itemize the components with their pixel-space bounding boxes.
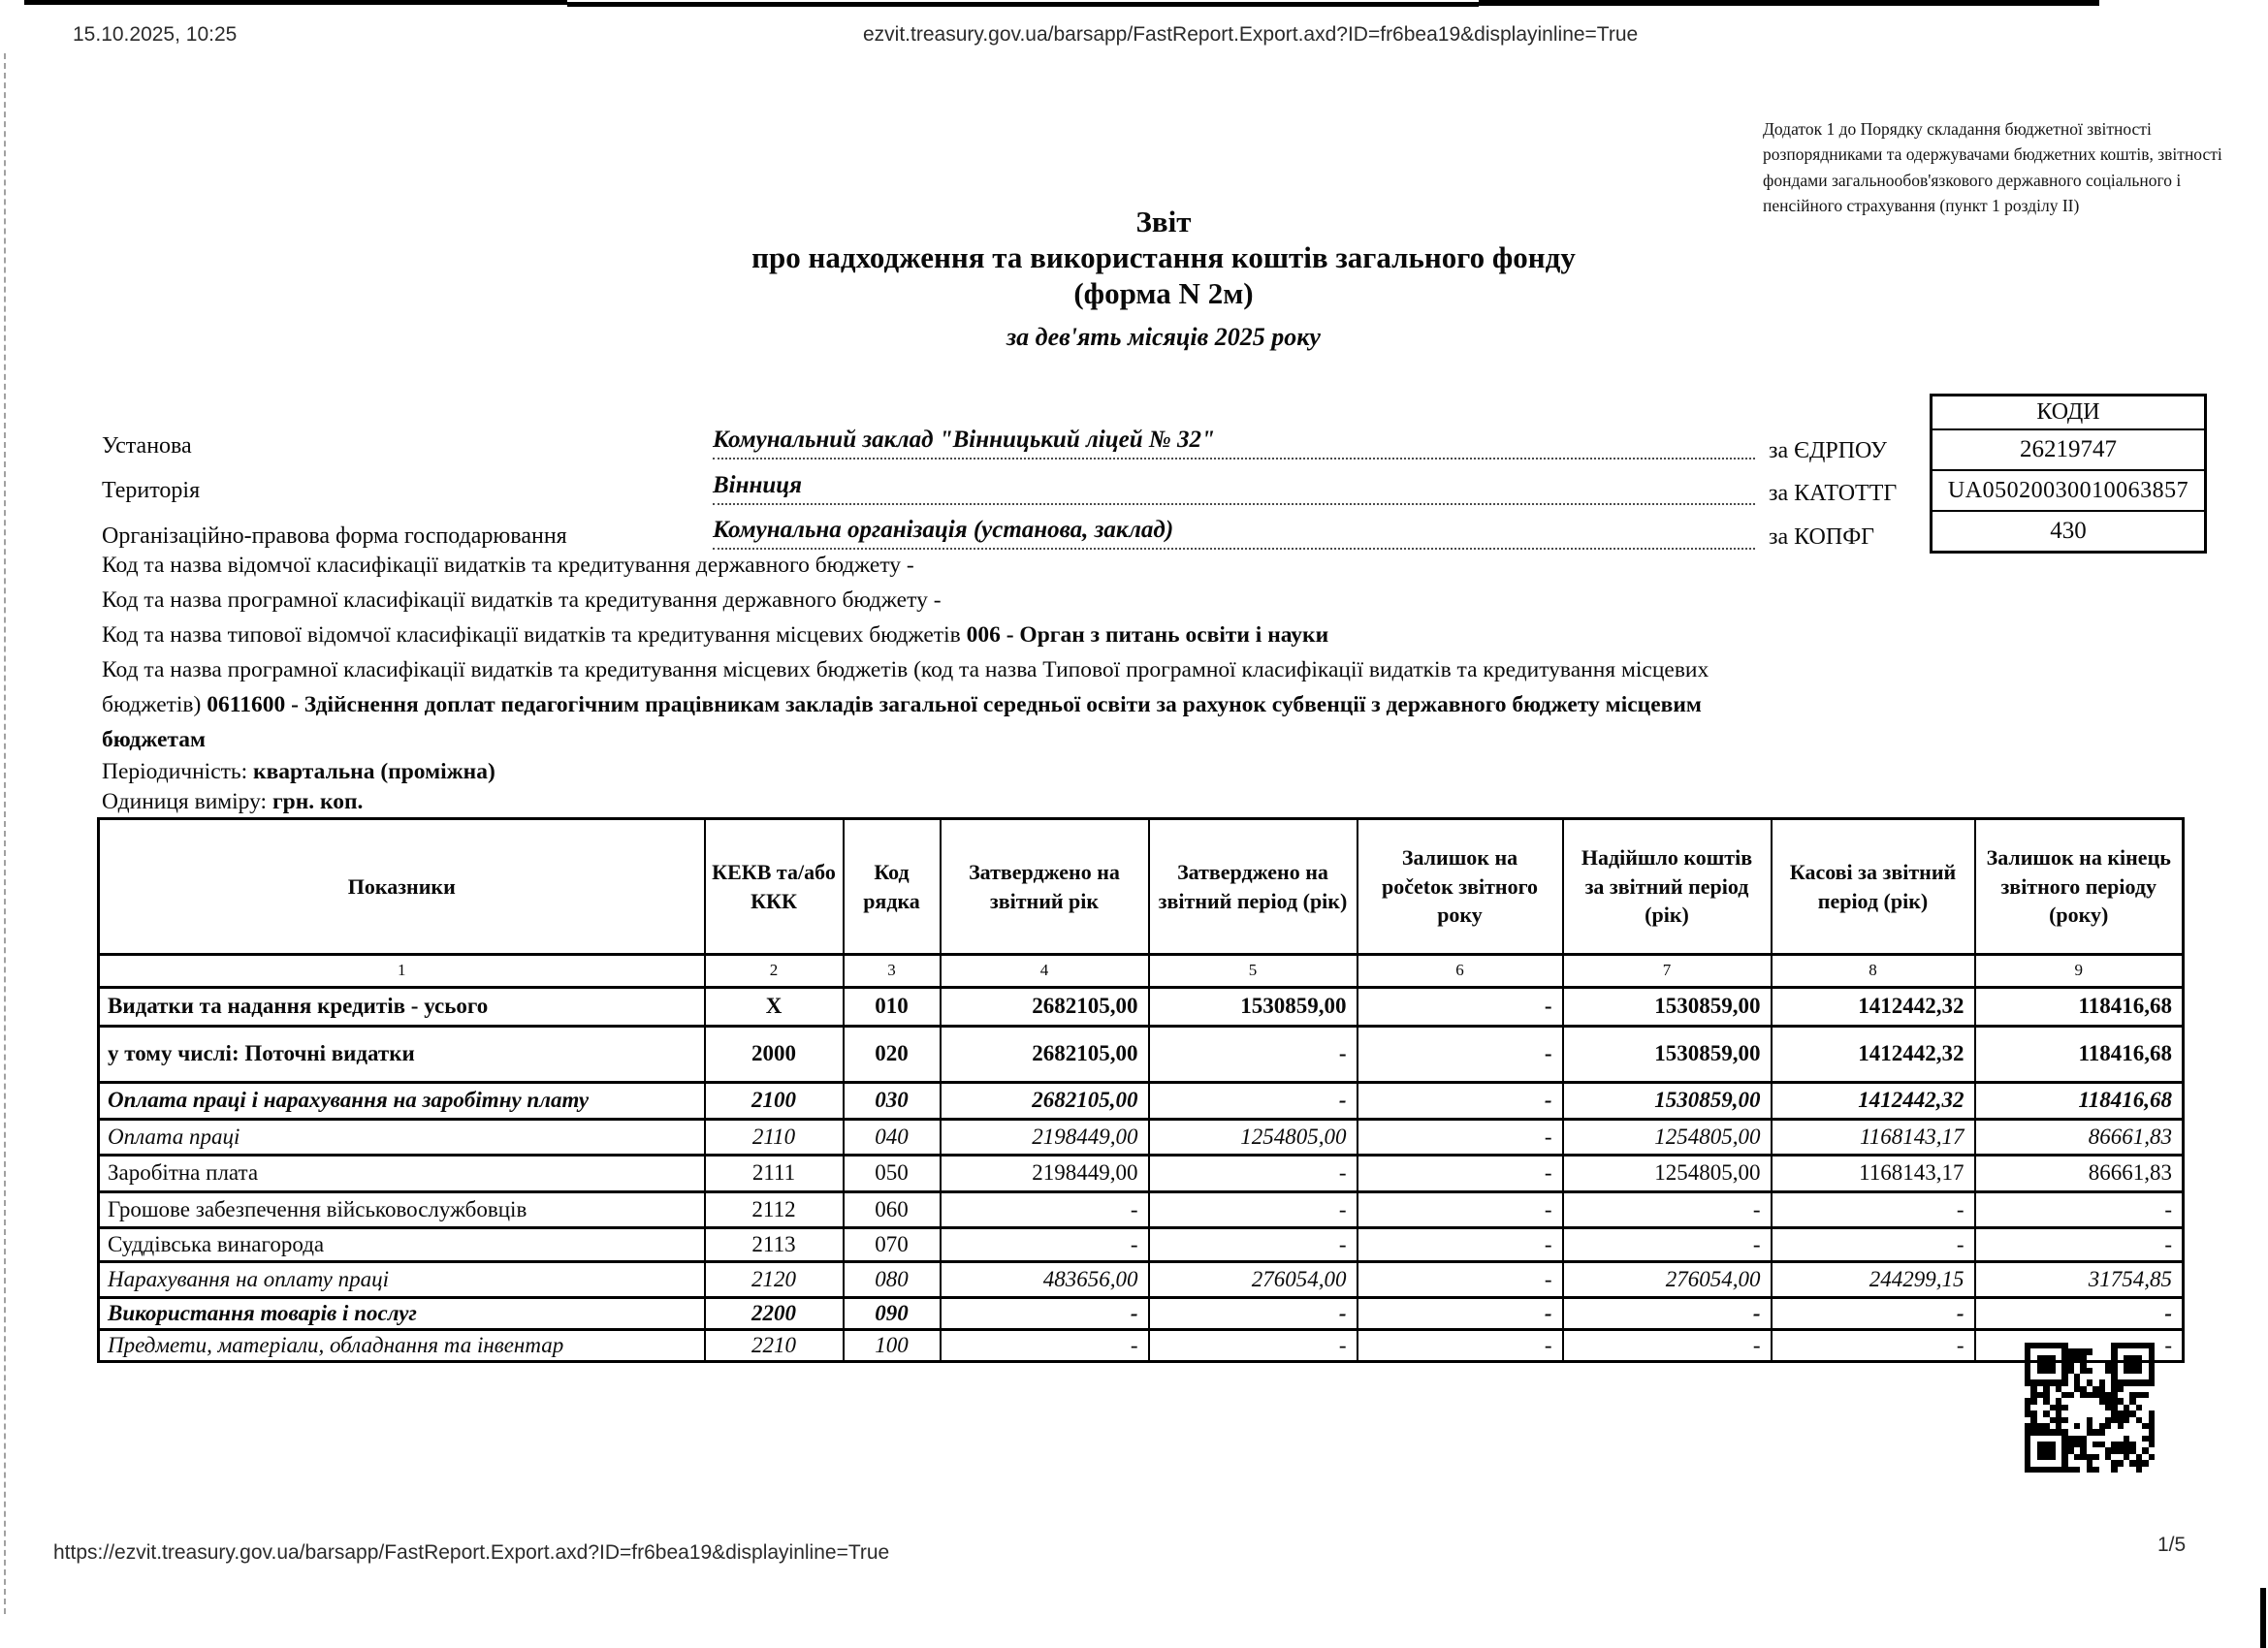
code-label-kopfg: за КОПФГ (1769, 524, 1875, 550)
indicator-cell: Оплата праці і нарахування на заробітну плату (99, 1082, 705, 1119)
value-cell: - (1358, 1297, 1563, 1329)
value-cell: - (1358, 1119, 1563, 1155)
value-cell: - (1772, 1227, 1975, 1261)
value-cell: 2112 (705, 1191, 844, 1227)
header-approved-year: Затверджено на звітний рік (941, 819, 1149, 955)
indicator-cell: Використання товарів і послуг (99, 1297, 705, 1329)
value-cell: - (1149, 1026, 1358, 1082)
indicator-cell: Предмети, матеріали, обладнання та інвентар (99, 1329, 705, 1361)
value-cell: 1530859,00 (1149, 987, 1358, 1026)
table-header-row (99, 819, 2184, 955)
classification-line-4 (102, 652, 1741, 757)
code-edrpou: 26219747 (1933, 428, 2204, 469)
value-cell: 020 (844, 1026, 941, 1082)
value-cell: 1254805,00 (1563, 1119, 1772, 1155)
value-cell: - (1563, 1297, 1772, 1329)
value-cell: 86661,83 (1975, 1119, 2184, 1155)
value-cell: - (1975, 1227, 2184, 1261)
value-cell: - (1149, 1227, 1358, 1261)
value-cell: 2113 (705, 1227, 844, 1261)
value-cell: - (1149, 1329, 1358, 1361)
value-cell: - (941, 1227, 1149, 1261)
periodicity-label: Періодичність: (102, 759, 254, 784)
col-num: 8 (1772, 955, 1975, 988)
value-cell: 2682105,00 (941, 1082, 1149, 1119)
classification-line-4-text: Код та назва програмної класифікації видатків та кредитування місцевих бюджетів (код та назва Типової програмної класифікації видатків та кредитування місцевих бюджетів) (102, 657, 1709, 717)
classification-line-3 (102, 618, 1741, 652)
value-cell: 2100 (705, 1082, 844, 1119)
value-cell: 090 (844, 1297, 941, 1329)
report-title-line2: про надходження та використання коштів загального фонду (751, 240, 1576, 274)
indicator-cell: Грошове забезпечення військовослужбовців (99, 1191, 705, 1227)
value-cell: - (1358, 1329, 1563, 1361)
indicator-cell: Видатки та надання кредитів - усього (99, 987, 705, 1026)
scan-artifact-right (2260, 1588, 2266, 1648)
print-url-footer: https://ezvit.treasury.gov.ua/barsapp/FastReport.Export.axd?ID=fr6bea19&displayinline=True (53, 1541, 890, 1564)
indicator-cell: Заробітна плата (99, 1155, 705, 1191)
value-cell: 1530859,00 (1563, 1026, 1772, 1082)
value-cell: 070 (844, 1227, 941, 1261)
unit-label: Одиниця виміру: (102, 789, 272, 814)
unit-line (102, 784, 1741, 819)
classification-line-4-code: 0611600 - Здійснення доплат педагогічним працівникам закладів загальної середньої освіти за рахунок субвенції з державного бюджету місцевим бюджетам (102, 692, 1702, 752)
codes-header: КОДИ (2036, 399, 2100, 425)
indicator-cell: Оплата праці (99, 1119, 705, 1155)
col-num: 5 (1149, 955, 1358, 988)
report-title-block (407, 204, 1920, 352)
value-cell: - (1358, 1191, 1563, 1227)
col-num: 1 (99, 955, 705, 988)
col-num: 6 (1358, 955, 1563, 988)
report-table (97, 817, 2185, 1363)
value-cell: - (1149, 1082, 1358, 1119)
table-row (99, 1297, 2184, 1329)
table-row (99, 1227, 2184, 1261)
value-cell: - (1358, 987, 1563, 1026)
code-label-katottg: за КАТОТТГ (1769, 481, 1898, 506)
value-cell: 1530859,00 (1563, 1082, 1772, 1119)
value-cell: 080 (844, 1261, 941, 1297)
column-number-row (99, 955, 2184, 988)
value-cell: 276054,00 (1149, 1261, 1358, 1297)
print-datetime: 15.10.2025, 10:25 (73, 23, 238, 46)
value-cell: - (941, 1329, 1149, 1361)
print-url-header: ezvit.treasury.gov.ua/barsapp/FastReport.Export.axd?ID=fr6bea19&displayinline=True (863, 23, 1639, 46)
table-row (99, 987, 2184, 1026)
value-cell: 1530859,00 (1563, 987, 1772, 1026)
value-cell: 1254805,00 (1563, 1155, 1772, 1191)
classification-line-1: Код та назва відомчої класифікації видатків та кредитування державного бюджету - (102, 553, 914, 578)
code-label-edrpou: за ЄДРПОУ (1769, 438, 1888, 463)
value-cell: 1168143,17 (1772, 1155, 1975, 1191)
col-num: 2 (705, 955, 844, 988)
classification-line-3-code: 006 - Орган з питань освіти і науки (966, 622, 1329, 648)
value-cell: 1168143,17 (1772, 1119, 1975, 1155)
value-cell: 1412442,32 (1772, 1026, 1975, 1082)
value-cell: 118416,68 (1975, 1026, 2184, 1082)
classification-line-2: Код та назва програмної класифікації видатків та кредитування державного бюджету - (102, 587, 942, 613)
org-value-ustanova: Комунальний заклад "Вінницький ліцей № 32" (713, 427, 1755, 460)
indicator-cell: Суддівська винагорода (99, 1227, 705, 1261)
value-cell: 2120 (705, 1261, 844, 1297)
header-balance-end: Залишок на кінець звітного періоду (року) (1975, 819, 2184, 955)
report-title-line3: (форма N 2м) (1073, 276, 1254, 310)
value-cell: 100 (844, 1329, 941, 1361)
header-received: Надійшло коштів за звітний період (рік) (1563, 819, 1772, 955)
org-label-legal-form: Організаційно-правова форма господарювання (102, 523, 567, 549)
value-cell: 060 (844, 1191, 941, 1227)
table-row (99, 1329, 2184, 1361)
report-table-body (99, 987, 2184, 1361)
value-cell: - (1975, 1191, 2184, 1227)
value-cell: 2210 (705, 1329, 844, 1361)
value-cell: - (1772, 1297, 1975, 1329)
value-cell: 31754,85 (1975, 1261, 2184, 1297)
page-number: 1/5 (2157, 1534, 2187, 1556)
value-cell: - (1975, 1329, 2184, 1361)
value-cell: 118416,68 (1975, 987, 2184, 1026)
classification-line-3-text: Код та назва типової відомчої класифікації видатків та кредитування місцевих бюджетів (102, 622, 967, 648)
report-title-line1: Звіт (1135, 205, 1192, 238)
col-num: 4 (941, 955, 1149, 988)
header-row-code: Код рядка (844, 819, 941, 955)
value-cell: 2198449,00 (941, 1119, 1149, 1155)
value-cell: - (941, 1297, 1149, 1329)
value-cell: 244299,15 (1772, 1261, 1975, 1297)
scan-fold-line (4, 53, 6, 1614)
org-label-ustanova: Установа (102, 433, 192, 459)
legal-annotation: Додаток 1 до Порядку складання бюджетної звітності розпорядниками та одержувачами бюджетних коштів, звітності фондами загальнообов'язкового державного соціального і пенсійного страхування (пункт 1 розділу ІІ) (1763, 119, 2222, 215)
value-cell: 2198449,00 (941, 1155, 1149, 1191)
value-cell: - (1772, 1191, 1975, 1227)
codes-box (1930, 394, 2207, 554)
value-cell: - (1563, 1329, 1772, 1361)
value-cell: - (1358, 1261, 1563, 1297)
value-cell: - (1563, 1191, 1772, 1227)
col-num: 9 (1975, 955, 2184, 988)
value-cell: 2682105,00 (941, 987, 1149, 1026)
org-value-legal-form: Комунальна організація (установа, заклад) (713, 517, 1755, 550)
value-cell: 2111 (705, 1155, 844, 1191)
scan-artifact-top (1479, 0, 2099, 6)
value-cell: - (1358, 1026, 1563, 1082)
value-cell: 1412442,32 (1772, 1082, 1975, 1119)
value-cell: - (1149, 1297, 1358, 1329)
value-cell: 2200 (705, 1297, 844, 1329)
table-row (99, 1082, 2184, 1119)
value-cell: 010 (844, 987, 941, 1026)
value-cell: - (1975, 1297, 2184, 1329)
value-cell: - (1149, 1191, 1358, 1227)
table-row (99, 1191, 2184, 1227)
value-cell: 118416,68 (1975, 1082, 2184, 1119)
header-indicators: Показники (99, 819, 705, 955)
table-row (99, 1026, 2184, 1082)
value-cell: 2682105,00 (941, 1026, 1149, 1082)
periodicity-value: квартальна (проміжна) (253, 759, 495, 784)
value-cell: 1412442,32 (1772, 987, 1975, 1026)
value-cell: X (705, 987, 844, 1026)
org-value-territory: Вінниця (713, 472, 1755, 505)
value-cell: 2110 (705, 1119, 844, 1155)
value-cell: - (1149, 1155, 1358, 1191)
value-cell: - (1358, 1227, 1563, 1261)
value-cell: 030 (844, 1082, 941, 1119)
table-row (99, 1119, 2184, 1155)
header-balance-start: Залишок на početок звітного року (1358, 819, 1563, 955)
value-cell: 86661,83 (1975, 1155, 2184, 1191)
report-period: за дев'ять місяців 2025 року (1006, 323, 1321, 351)
value-cell: 040 (844, 1119, 941, 1155)
col-num: 7 (1563, 955, 1772, 988)
value-cell: - (1563, 1227, 1772, 1261)
header-cash: Касові за звітний період (рік) (1772, 819, 1975, 955)
code-kopfg: 430 (1933, 510, 2204, 551)
scan-artifact-top (24, 0, 567, 5)
header-kekv: КЕКВ та/або ККК (705, 819, 844, 955)
col-num: 3 (844, 955, 941, 988)
value-cell: - (1358, 1082, 1563, 1119)
value-cell: 2000 (705, 1026, 844, 1082)
value-cell: - (1772, 1329, 1975, 1361)
unit-value: грн. коп. (272, 789, 364, 814)
code-katottg: UA05020030010063857 (1933, 469, 2204, 510)
value-cell: 483656,00 (941, 1261, 1149, 1297)
value-cell: 276054,00 (1563, 1261, 1772, 1297)
indicator-cell: у тому числі: Поточні видатки (99, 1026, 705, 1082)
header-approved-period: Затверджено на звітний період (рік) (1149, 819, 1358, 955)
table-row (99, 1155, 2184, 1191)
table-row (99, 1261, 2184, 1297)
value-cell: 050 (844, 1155, 941, 1191)
scan-artifact-top (567, 2, 1479, 7)
value-cell: 1254805,00 (1149, 1119, 1358, 1155)
qr-code (2025, 1343, 2155, 1473)
value-cell: - (1358, 1155, 1563, 1191)
org-label-territory: Територія (102, 478, 201, 503)
indicator-cell: Нарахування на оплату праці (99, 1261, 705, 1297)
value-cell: - (941, 1191, 1149, 1227)
